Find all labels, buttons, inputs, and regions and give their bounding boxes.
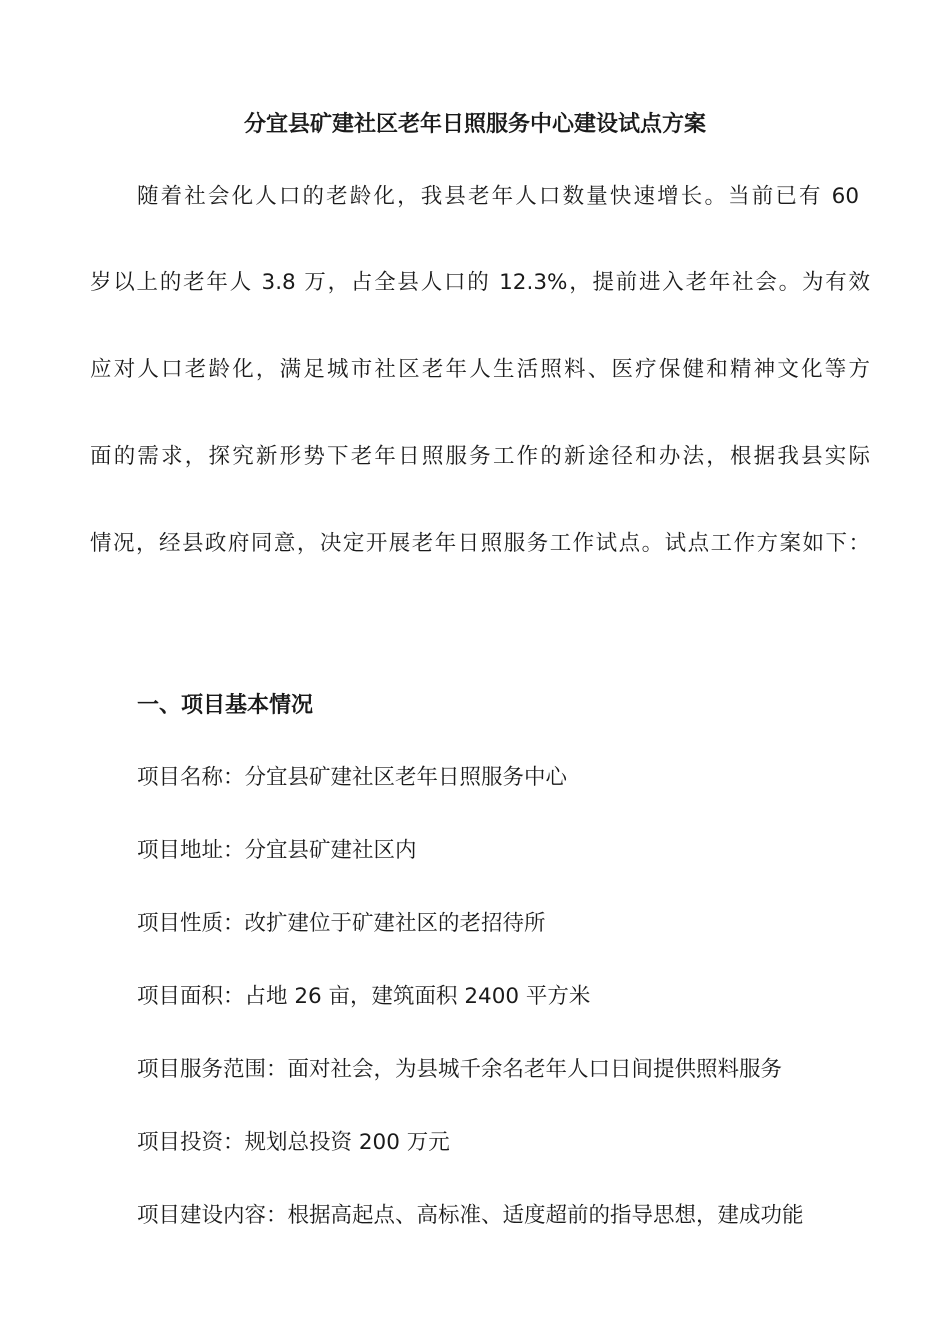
project-item-content (137, 1200, 804, 1232)
item-label: 项目服务范围： (137, 1057, 288, 1082)
item-value: 占地 26 亩，建筑面积 2400 平方米 (244, 984, 591, 1009)
project-item-nature (137, 908, 546, 940)
item-label: 项目地址： (137, 838, 245, 863)
intro-line-5: 情况，经县政府同意，决定开展老年日照服务工作试点。试点工作方案如下： (90, 531, 870, 556)
intro-line-3: 应对人口老龄化，满足城市社区老年人生活照料、医疗保健和精神文化等方 (90, 357, 870, 382)
item-value: 分宜县矿建社区老年日照服务中心 (244, 765, 568, 790)
project-item-name (137, 762, 567, 794)
project-item-area (137, 981, 590, 1013)
intro-line-1: 随着社会化人口的老龄化，我县老年人口数量快速增长。当前已有 60 (137, 184, 859, 209)
item-value: 面对社会，为县城千余名老年人口日间提供照料服务 (287, 1057, 783, 1082)
project-item-investment (137, 1127, 450, 1159)
item-value: 分宜县矿建社区内 (244, 838, 417, 863)
project-item-address (137, 835, 417, 867)
item-value: 根据高起点、高标准、适度超前的指导思想，建成功能 (287, 1203, 804, 1228)
item-label: 项目建设内容： (137, 1203, 288, 1228)
item-value: 改扩建位于矿建社区的老招待所 (244, 911, 546, 936)
intro-line-4: 面的需求，探究新形势下老年日照服务工作的新途径和办法，根据我县实际 (90, 444, 870, 469)
project-item-scope (137, 1054, 782, 1086)
item-label: 项目面积： (137, 984, 245, 1009)
section-heading: 一、项目基本情况 (137, 693, 314, 718)
document-title: 分宜县矿建社区老年日照服务中心建设试点方案 (243, 112, 706, 137)
item-label: 项目性质： (137, 911, 245, 936)
item-value: 规划总投资 200 万元 (244, 1130, 450, 1155)
intro-line-2: 岁以上的老年人 3.8 万，占全县人口的 12.3%，提前进入老年社会。为有效 (90, 270, 870, 295)
item-label: 项目投资： (137, 1130, 245, 1155)
item-label: 项目名称： (137, 765, 245, 790)
